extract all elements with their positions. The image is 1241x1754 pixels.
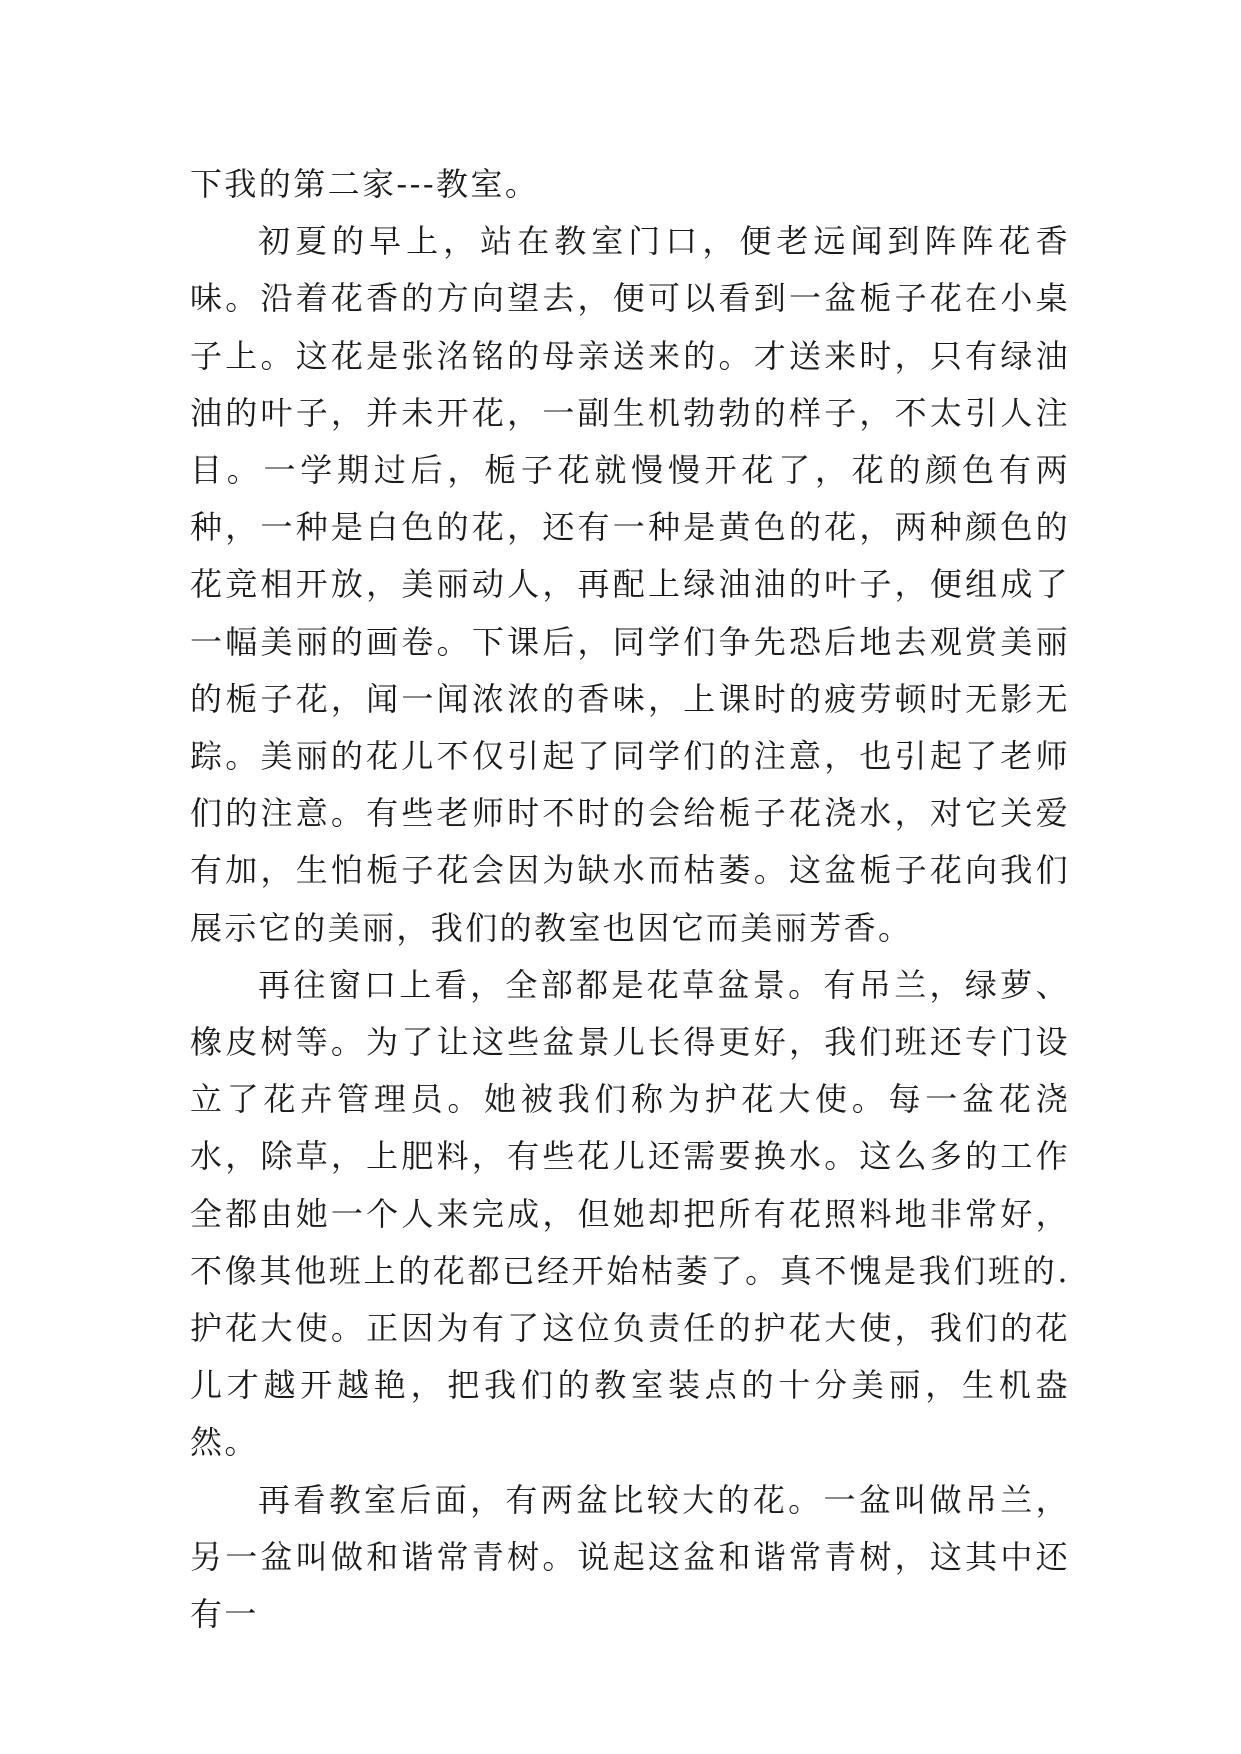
paragraph-window-plants: 再往窗口上看，全部都是花草盆景。有吊兰，绿萝、橡皮树等。为了让这些盆景儿长得更好，我们班还专门设立了花卉管理员。她被我们称为护花大使。每一盆花浇水，除草，上肥料，有些花儿还需要换水。这么多的工作全都由她一个人来完成，但她却把所有花照料地非常好，不像其他班上的花都已经开始枯萎了。真不愧是我们班的.护花大使。正因为有了这位负责任的护花大使，我们的花儿才越开越艳，把我们的教室装点的十分美丽，生机盎然。 <box>190 965 1070 1462</box>
paragraph-back-of-classroom: 再看教室后面，有两盆比较大的花。一盆叫做吊兰，另一盆叫做和谐常青树。说起这盆和谐常青树，这其中还有一 <box>190 1480 1070 1634</box>
paragraph-continuation: 下我的第二家---教室。 <box>190 165 540 203</box>
document-page <box>190 156 1070 1643</box>
paragraph-gardenia: 初夏的早上，站在教室门口，便老远闻到阵阵花香味。沿着花香的方向望去，便可以看到一盆栀子花在小桌子上。这花是张洺铭的母亲送来的。才送来时，只有绿油油的叶子，并未开花，一副生机勃勃的样子，不太引人注目。一学期过后，栀子花就慢慢开花了，花的颜色有两种，一种是白色的花，还有一种是黄色的花，两种颜色的花竞相开放，美丽动人，再配上绿油油的叶子，便组成了一幅美丽的画卷。下课后，同学们争先恐后地去观赏美丽的栀子花，闻一闻浓浓的香味，上课时的疲劳顿时无影无踪。美丽的花儿不仅引起了同学们的注意，也引起了老师们的注意。有些老师时不时的会给栀子花浇水，对它关爱有加，生怕栀子花会因为缺水而枯萎。这盆栀子花向我们展示它的美丽，我们的教室也因它而美丽芳香。 <box>190 222 1070 947</box>
